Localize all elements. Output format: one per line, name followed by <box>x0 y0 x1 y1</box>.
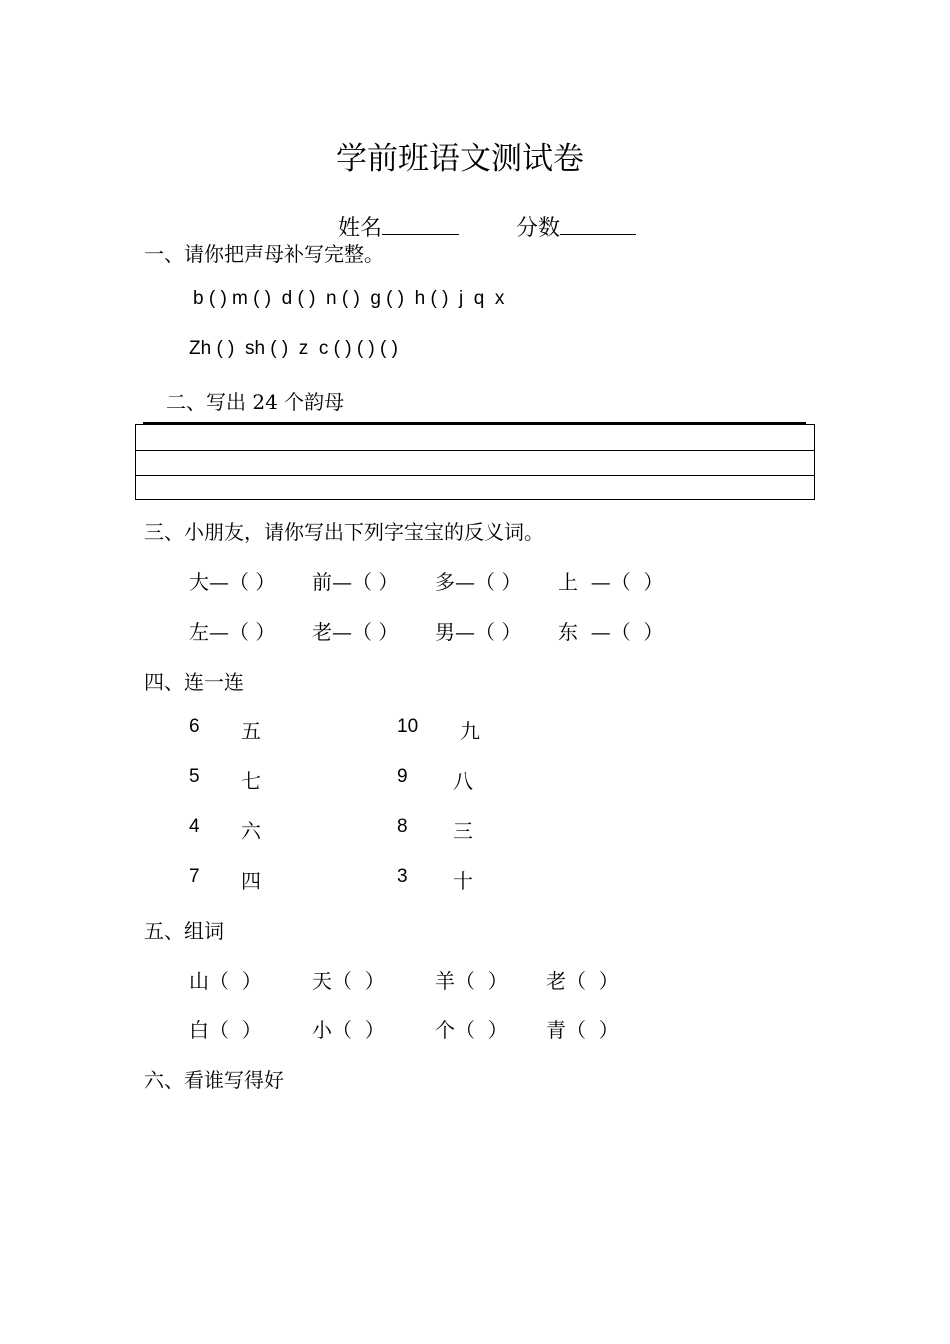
antonym-item: 男—（ ） <box>435 620 522 644</box>
name-label: 姓名 <box>338 216 383 241</box>
antonym-item: 上 —（ ） <box>558 570 664 594</box>
section-4-heading: 四、连一连 <box>144 670 244 694</box>
match-right-word: 九 <box>460 719 480 743</box>
match-right-number: 10 <box>397 716 419 737</box>
match-right-word: 十 <box>453 869 473 893</box>
score-blank[interactable] <box>560 212 636 235</box>
word-building-item: 羊（ ） <box>435 969 508 993</box>
antonym-item: 多—（ ） <box>435 570 522 594</box>
match-right-number: 8 <box>397 816 408 837</box>
match-left-word: 五 <box>241 719 261 743</box>
score-field <box>502 186 636 242</box>
score-label: 分数 <box>516 216 561 241</box>
antonym-item: 老—（ ） <box>312 620 399 644</box>
match-left-number: 6 <box>189 716 200 737</box>
antonym-item: 大—（ ） <box>189 570 276 594</box>
name-blank[interactable] <box>382 212 459 235</box>
section-6-heading: 六、看谁写得好 <box>144 1068 284 1092</box>
word-building-item: 天（ ） <box>312 969 385 993</box>
section-1-heading: 一、请你把声母补写完整。 <box>144 242 384 266</box>
word-building-item: 老（ ） <box>546 969 619 993</box>
section-1-row-1: b ( ) m ( ) d ( ) n ( ) g ( ) h ( ) j q x <box>193 288 505 309</box>
word-building-item: 个（ ） <box>435 1018 508 1042</box>
antonym-item: 左—（ ） <box>189 620 276 644</box>
word-building-item: 白（ ） <box>189 1018 262 1042</box>
antonym-item: 东 —（ ） <box>558 620 664 644</box>
writing-line <box>136 450 814 451</box>
section-1-row-2: Zh ( ) sh ( ) z c ( ) ( ) ( ) <box>189 338 398 359</box>
section-2-heading: 二、写出 24 个韵母 <box>166 390 345 414</box>
match-left-word: 七 <box>241 769 261 793</box>
word-building-item: 青（ ） <box>546 1018 619 1042</box>
finals-writing-box[interactable] <box>135 424 815 500</box>
word-building-item: 小（ ） <box>312 1018 385 1042</box>
page-title: 学前班语文测试卷 <box>336 141 584 177</box>
match-left-number: 5 <box>189 766 200 787</box>
match-right-word: 八 <box>453 769 473 793</box>
match-left-number: 7 <box>189 866 200 887</box>
match-left-word: 四 <box>241 869 261 893</box>
section-3-heading: 三、小朋友，请你写出下列字宝宝的反义词。 <box>144 520 544 544</box>
writing-line <box>136 475 814 476</box>
name-field <box>324 186 459 242</box>
match-right-number: 9 <box>397 766 408 787</box>
match-left-word: 六 <box>241 819 261 843</box>
antonym-item: 前—（ ） <box>312 570 399 594</box>
match-left-number: 4 <box>189 816 200 837</box>
match-right-word: 三 <box>453 819 473 843</box>
word-building-item: 山（ ） <box>189 969 262 993</box>
section-5-heading: 五、组词 <box>144 919 224 943</box>
match-right-number: 3 <box>397 866 408 887</box>
